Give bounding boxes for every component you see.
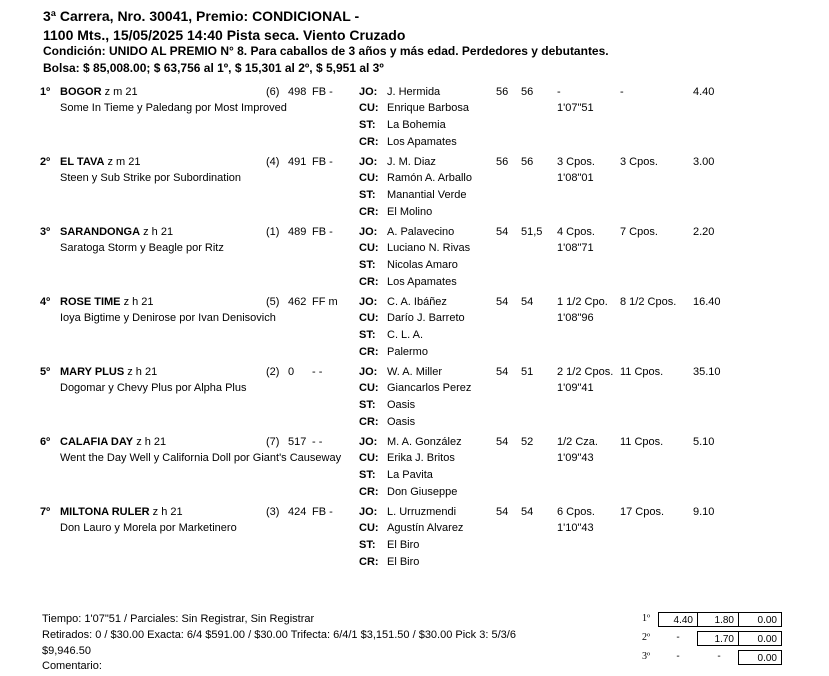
equipment-code: FB - [312,156,333,168]
equipment-code: FB - [312,506,333,518]
stud-label: ST: [359,259,376,271]
race-condition: Condición: UNIDO AL PREMIO N° 8. Para caballos de 3 años y más edad. Perdedores y debutantes. [43,44,609,58]
trainer-name: Agustín Alvarez [387,522,464,534]
horse-name [60,156,141,168]
stud-name: Manantial Verde [387,189,467,201]
result-row [0,296,829,366]
bets-line-continued: $9,946.50 [42,645,91,657]
assigned-weight: 54 [496,226,509,238]
horse-name [60,296,154,308]
horse-attributes: z h 21 [140,226,174,238]
equipment-code: FF m [312,296,338,308]
gate-number: (5) [266,296,280,308]
stud-name: El Biro [387,539,420,551]
pedigree: Saratoga Storm y Beagle por Ritz [60,242,224,254]
finish-time: 1'08"96 [557,312,594,324]
horse-attributes: z m 21 [104,156,141,168]
pedigree: Dogomar y Chevy Plus por Alpha Plus [60,382,247,394]
equipment-code: FB - [312,226,333,238]
breeder-name: Los Apamates [387,276,457,288]
horse-name-text: MARY PLUS [60,366,125,378]
margin-winner: - [620,86,624,98]
finish-time: 1'10"43 [557,522,594,534]
horse-weight: 462 [288,296,307,308]
payout-first-win: 4.40 [658,612,698,627]
gate-number: (4) [266,156,280,168]
jockey-label: JO: [359,86,378,98]
horse-weight: 517 [288,436,307,448]
result-row [0,436,829,506]
jockey-name: J. Hermida [387,86,441,98]
horse-name [60,436,166,448]
margin-previous: 1/2 Cza. [557,436,598,448]
breeder-name: El Molino [387,206,433,218]
jockey-name: A. Palavecino [387,226,455,238]
stud-name: La Pavita [387,469,433,481]
result-row [0,226,829,296]
jockey-label: JO: [359,436,378,448]
finish-time: 1'07"51 [557,102,594,114]
horse-weight: 489 [288,226,307,238]
horse-name-text: EL TAVA [60,156,105,168]
jockey-label: JO: [359,226,378,238]
odds: 16.40 [693,296,721,308]
breeder-label: CR: [359,276,379,288]
stud-label: ST: [359,399,376,411]
margin-previous: - [557,86,561,98]
breeder-label: CR: [359,416,379,428]
horse-name [60,366,157,378]
payout-third-win: - [676,651,680,662]
horse-weight: 498 [288,86,307,98]
finish-time: 1'08"01 [557,172,594,184]
horse-name-text: ROSE TIME [60,296,121,308]
carried-weight: 54 [521,506,534,518]
stud-label: ST: [359,189,376,201]
jockey-name: L. Urruzmendi [387,506,457,518]
breeder-label: CR: [359,346,379,358]
horse-weight: 491 [288,156,307,168]
horse-attributes: z h 21 [124,366,158,378]
assigned-weight: 54 [496,296,509,308]
payout-second-place: 1.70 [697,631,739,646]
equipment-code: - - [312,366,323,378]
horse-attributes: z h 21 [120,296,154,308]
trainer-label: CU: [359,102,379,114]
race-time-line: Tiempo: 1'07"51 / Parciales: Sin Registrar, Sin Registrar [42,613,315,625]
margin-previous: 3 Cpos. [557,156,595,168]
finish-position: 3º [40,226,51,238]
carried-weight: 51,5 [521,226,543,238]
trainer-name: Enrique Barbosa [387,102,469,114]
breeder-label: CR: [359,136,379,148]
stud-label: ST: [359,119,376,131]
odds: 9.10 [693,506,715,518]
payout-second-win: - [676,632,680,643]
trainer-name: Luciano N. Rivas [387,242,471,254]
finish-time: 1'09"41 [557,382,594,394]
margin-winner: 8 1/2 Cpos. [620,296,677,308]
finish-position: 5º [40,366,51,378]
race-details: 1100 Mts., 15/05/2025 14:40 Pista seca. Viento Cruzado [43,27,406,43]
horse-name [60,86,138,98]
margin-winner: 7 Cpos. [620,226,658,238]
trainer-label: CU: [359,452,379,464]
gate-number: (1) [266,226,280,238]
stud-name: Nicolas Amaro [387,259,458,271]
jockey-label: JO: [359,366,378,378]
horse-name [60,506,183,518]
odds: 5.10 [693,436,715,448]
margin-previous: 1 1/2 Cpo. [557,296,608,308]
result-row [0,86,829,156]
breeder-name: Oasis [387,416,416,428]
pedigree: Some In Tieme y Paledang por Most Improved [60,102,287,114]
stud-name: C. L. A. [387,329,424,341]
carried-weight: 54 [521,296,534,308]
payout-first-show: 0.00 [738,612,782,627]
stud-label: ST: [359,539,376,551]
result-row [0,506,829,576]
jockey-label: JO: [359,506,378,518]
breeder-label: CR: [359,206,379,218]
jockey-label: JO: [359,296,378,308]
finish-position: 2º [40,156,51,168]
margin-winner: 3 Cpos. [620,156,658,168]
pedigree: Ioya Bigtime y Denirose por Ivan Denisovich [60,312,276,324]
pedigree: Went the Day Well y California Doll por Giant's Causeway [60,452,342,464]
trainer-label: CU: [359,172,379,184]
odds: 3.00 [693,156,715,168]
margin-winner: 11 Cpos. [620,366,664,378]
horse-name-text: MILTONA RULER [60,506,150,518]
trainer-label: CU: [359,522,379,534]
stud-label: ST: [359,469,376,481]
jockey-name: M. A. González [387,436,462,448]
finish-position: 7º [40,506,51,518]
horse-name-text: CALAFIA DAY [60,436,134,448]
carried-weight: 56 [521,86,534,98]
assigned-weight: 54 [496,366,509,378]
trainer-label: CU: [359,312,379,324]
assigned-weight: 56 [496,86,509,98]
margin-winner: 11 Cpos. [620,436,664,448]
horse-name [60,226,173,238]
payout-label-first: 1º [642,613,651,624]
bets-line: Retirados: 0 / $30.00 Exacta: 6/4 $591.00 / $30.00 Trifecta: 6/4/1 $3,151.50 / $30.00 Pick 3: 5/3/6 [42,629,516,641]
odds: 2.20 [693,226,715,238]
finish-position: 6º [40,436,51,448]
margin-previous: 4 Cpos. [557,226,595,238]
equipment-code: - - [312,436,323,448]
trainer-name: Darío J. Barreto [387,312,465,324]
comment-label: Comentario: [42,660,102,672]
finish-position: 1º [40,86,51,98]
carried-weight: 52 [521,436,534,448]
trainer-name: Ramón A. Arballo [387,172,472,184]
breeder-name: Los Apamates [387,136,457,148]
odds: 35.10 [693,366,721,378]
horse-attributes: z h 21 [133,436,167,448]
finish-time: 1'09"43 [557,452,594,464]
trainer-name: Erika J. Britos [387,452,455,464]
breeder-name: Don Giuseppe [387,486,458,498]
race-title: 3ª Carrera, Nro. 30041, Premio: CONDICIONAL - [43,8,360,24]
trainer-name: Giancarlos Perez [387,382,472,394]
result-row [0,156,829,226]
stud-name: Oasis [387,399,416,411]
margin-previous: 2 1/2 Cpos. [557,366,614,378]
gate-number: (3) [266,506,280,518]
payout-first-place: 1.80 [697,612,739,627]
trainer-label: CU: [359,382,379,394]
gate-number: (6) [266,86,280,98]
pedigree: Steen y Sub Strike por Subordination [60,172,242,184]
carried-weight: 51 [521,366,534,378]
breeder-label: CR: [359,556,379,568]
breeder-name: Palermo [387,346,428,358]
payout-third-show: 0.00 [738,650,782,665]
assigned-weight: 56 [496,156,509,168]
stud-name: La Bohemia [387,119,446,131]
breeder-name: El Biro [387,556,420,568]
horse-weight: 424 [288,506,307,518]
trainer-label: CU: [359,242,379,254]
horse-name-text: BOGOR [60,86,102,98]
payout-second-show: 0.00 [738,631,782,646]
margin-previous: 6 Cpos. [557,506,595,518]
jockey-name: W. A. Miller [387,366,443,378]
odds: 4.40 [693,86,715,98]
stud-label: ST: [359,329,376,341]
horse-weight: 0 [288,366,295,378]
jockey-name: J. M. Diaz [387,156,436,168]
payout-label-third: 3º [642,651,651,662]
assigned-weight: 54 [496,506,509,518]
horse-name-text: SARANDONGA [60,226,141,238]
gate-number: (7) [266,436,280,448]
result-row [0,366,829,436]
carried-weight: 56 [521,156,534,168]
pedigree: Don Lauro y Morela por Marketinero [60,522,237,534]
payout-third-place: - [717,651,721,662]
breeder-label: CR: [359,486,379,498]
gate-number: (2) [266,366,280,378]
race-purse: Bolsa: $ 85,008.00; $ 63,756 al 1º, $ 15,301 al 2º, $ 5,951 al 3º [43,61,384,75]
finish-position: 4º [40,296,51,308]
margin-winner: 17 Cpos. [620,506,665,518]
assigned-weight: 54 [496,436,509,448]
jockey-name: C. A. Ibáñez [387,296,447,308]
horse-attributes: z h 21 [149,506,183,518]
jockey-label: JO: [359,156,378,168]
equipment-code: FB - [312,86,333,98]
payout-label-second: 2º [642,632,651,643]
horse-attributes: z m 21 [101,86,138,98]
finish-time: 1'08"71 [557,242,594,254]
